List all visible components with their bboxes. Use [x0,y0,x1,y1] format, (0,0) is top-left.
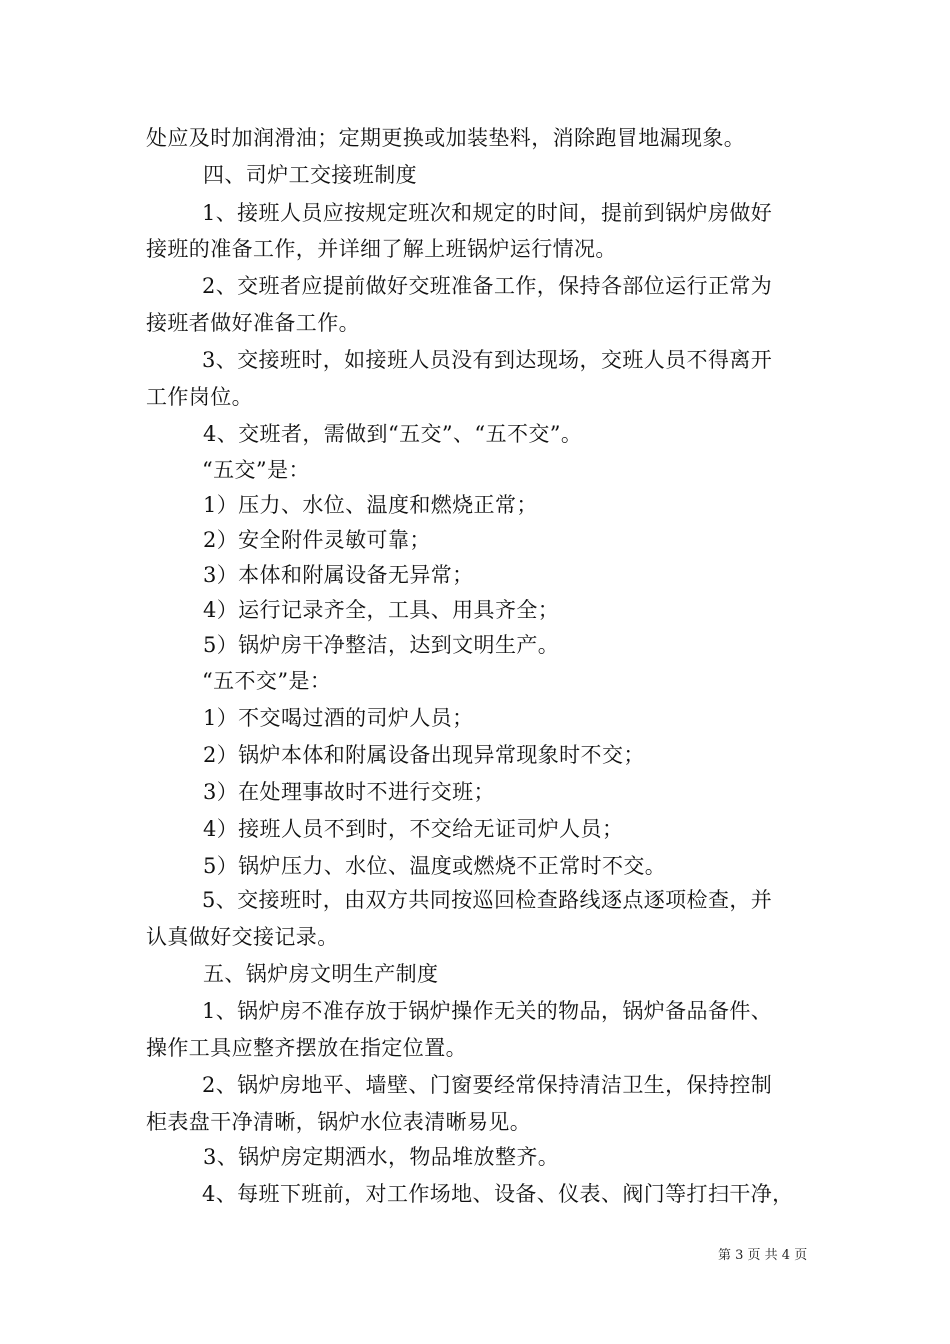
text-line: 2、锅炉房地平、墙壁、门窗要经常保持清洁卫生，保持控制 [202,1073,773,1097]
text-line: 操作工具应整齐摆放在指定位置。 [146,1036,467,1060]
text-line: 3、交接班时，如接班人员没有到达现场，交班人员不得离开 [202,348,773,372]
text-line: 1、接班人员应按规定班次和规定的时间，提前到锅炉房做好 [202,201,773,225]
section-heading: 五、锅炉房文明生产制度 [203,962,439,986]
text-line: 柜表盘干净清晰，锅炉水位表清晰易见。 [146,1110,532,1134]
list-item: 3）在处理事故时不进行交班； [203,780,495,804]
page-number-footer: 第 3 页 共 4 页 [718,1248,808,1263]
text-line: 3、锅炉房定期洒水，物品堆放整齐。 [203,1145,560,1169]
text-line: 1、锅炉房不准存放于锅炉操作无关的物品，锅炉备品备件、 [202,999,773,1023]
list-heading: “五不交”是： [202,669,332,693]
list-item: 4）接班人员不到时，不交给无证司炉人员； [203,817,624,841]
list-item: 2）安全附件灵敏可靠； [203,528,431,552]
list-item: 5）锅炉压力、水位、温度或燃烧不正常时不交。 [203,854,667,878]
list-item: 2）锅炉本体和附属设备出现异常现象时不交； [203,743,645,767]
list-item: 5）锅炉房干净整洁，达到文明生产。 [203,633,560,657]
section-heading: 四、司炉工交接班制度 [203,163,417,187]
text-line: 4、交班者，需做到“五交”、“五不交”。 [203,422,583,446]
list-item: 1）不交喝过酒的司炉人员； [203,706,474,730]
text-line: 处应及时加润滑油；定期更换或加装垫料，消除跑冒地漏现象。 [146,126,746,150]
list-item: 1）压力、水位、温度和燃烧正常； [203,493,538,517]
text-line: 认真做好交接记录。 [146,925,339,949]
text-line: 接班者做好准备工作。 [146,311,360,335]
text-line: 接班的准备工作，并详细了解上班锅炉运行情况。 [146,237,617,261]
text-line: 4、每班下班前，对工作场地、设备、仪表、阀门等打扫干净， [202,1182,794,1206]
text-line: 2、交班者应提前做好交班准备工作，保持各部位运行正常为 [202,274,773,298]
list-item: 3）本体和附属设备无异常； [203,563,474,587]
list-item: 4）运行记录齐全，工具、用具齐全； [203,598,560,622]
text-line: 工作岗位。 [146,385,253,409]
list-heading: “五交”是： [202,458,310,482]
text-line: 5、交接班时，由双方共同按巡回检查路线逐点逐项检查，并 [202,888,773,912]
